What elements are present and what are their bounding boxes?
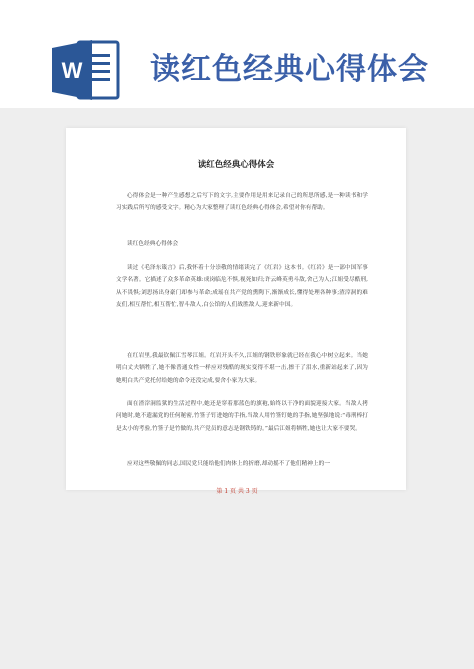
section-heading: 读红色经典心得体会 bbox=[127, 241, 179, 247]
page-indicator: 第 1 页 共 3 页 bbox=[216, 488, 258, 495]
paragraph-body: 在红岩里,我最钦佩江雪琴江姐。红岩开头不久,江姐的钢铁形象就已经在我心中树立起来。当她明白丈夫牺牲了,她不像普通女性一样应对残酷的现实变得不堪一击,擦干了泪水,重新站起来了,因为她明白共产党托付给她的命令还没完成,要舍小家为大家。 bbox=[116, 353, 368, 384]
paragraph-body: 应对这些敬佩的同志,国民党只能给他们肉体上的折磨,却动摇不了他们精神上的一 bbox=[127, 461, 331, 467]
paragraph-body: 读过《毛泽东箴言》后,我怀着十分崇敬的情绪读完了《红岩》这本书。《红岩》是一部中国军事文学名著。它描述了众多革命英雄:成岗临危不惧,视死如归;许云峰英勇斗敌,舍己为人;江姐受尽酷刑,从不畏惧;刘思扬出身豪门却参与革命;成瑶在共产党的熏陶下,渐渐成长,懂得处理各种事;渣滓洞的难友们,相互帮忙,相互帮忙,智斗敌人,白公馆的人们战胜敌人,迎来新中国。 bbox=[116, 265, 368, 308]
svg-text:W: W bbox=[61, 58, 83, 83]
paragraph-body: 面在渣滓洞监狱的生活过程中,她还是穿着那蓝色的旗袍,始终以干净的面貌迎接大家。当敌人拷问她时,她不遗漏党的任何秘密,竹签子钉进她的手指,当敌人用竹签钉她的手指,她坚强地说:“毒刑棒打是太小的考验,竹签子是竹做的,共产党员的意志是钢铁铸的。”最后江姐将牺牲,她也让大家不要哭。 bbox=[116, 401, 368, 432]
banner bbox=[0, 0, 474, 108]
paragraph-intro: 心得体会是一种产生感想之后写下的文字,主要作用是用来记录自己的所思所感,是一种读书和学习实践后所写的感受文字。精心为大家整理了读红色经典心得体会,希望对你有帮助。 bbox=[116, 193, 368, 212]
document-page[interactable] bbox=[66, 128, 406, 490]
word-document-icon bbox=[50, 36, 122, 104]
document-title: 读红色经典心得体会 bbox=[197, 160, 275, 170]
page-title: 读红色经典心得体会 bbox=[150, 52, 429, 87]
